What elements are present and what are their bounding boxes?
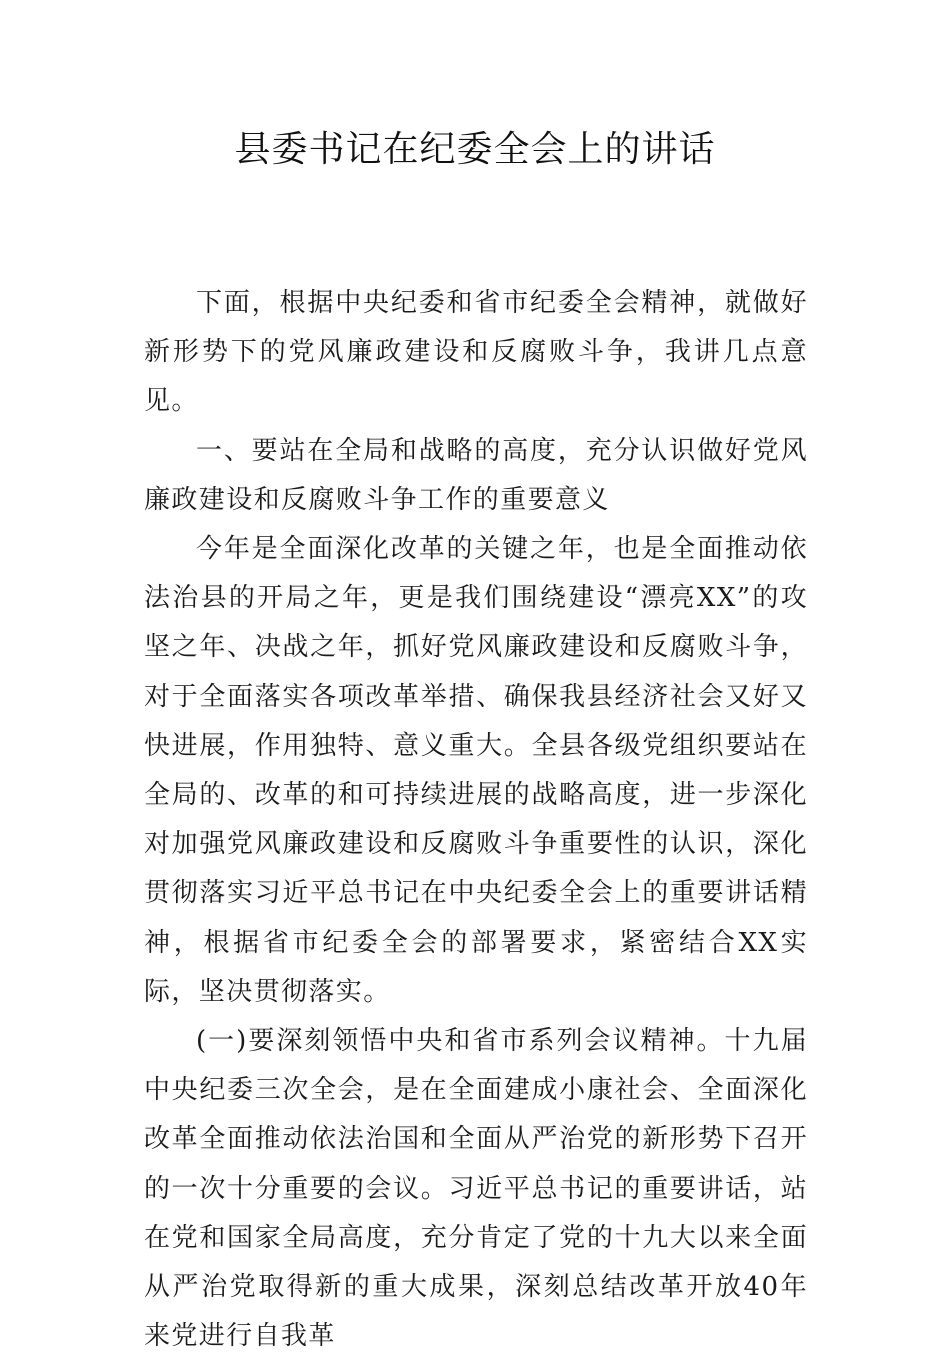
paragraph-subsection-1: (一)要深刻领悟中央和省市系列会议精神。十九届中央纪委三次全会，是在全面建成小康社会、全面深化改革全面推动依法治国和全面从严治党的新形势下召开的一次十分重要的会议。习近平总书记的重要讲话，站在党和国家全局高度，充分肯定了党的十九大以来全面从严治党取得新的重大成果，深刻总结改革开放40年来党进行自我革: [144, 1026, 808, 1352]
paragraph-intro: 下面，根据中央纪委和省市纪委全会精神，就做好新形势下的党风廉政建设和反腐败斗争，我讲几点意见。: [144, 288, 808, 417]
paragraph-section-heading: 一、要站在全局和战略的高度，充分认识做好党风廉政建设和反腐败斗争工作的重要意义: [144, 435, 808, 515]
document-body: [144, 279, 808, 1361]
document-title: 县委书记在纪委全会上的讲话: [234, 129, 716, 170]
paragraph-context: 今年是全面深化改革的关键之年，也是全面推动依法治县的开局之年，更是我们围绕建设“漂亮XX”的攻坚之年、决战之年，抓好党风廉政建设和反腐败斗争，对于全面落实各项改革举措、确保我县经济社会又好又快进展，作用独特、意义重大。全县各级党组织要站在全局的、改革的和可持续进展的战略高度，进一步深化对加强党风廉政建设和反腐败斗争重要性的认识，深化贯彻落实习近平总书记在中央纪委全会上的重要讲话精神，根据省市纪委全会的部署要求，紧密结合XX实际，坚决贯彻落实。: [144, 534, 808, 1007]
